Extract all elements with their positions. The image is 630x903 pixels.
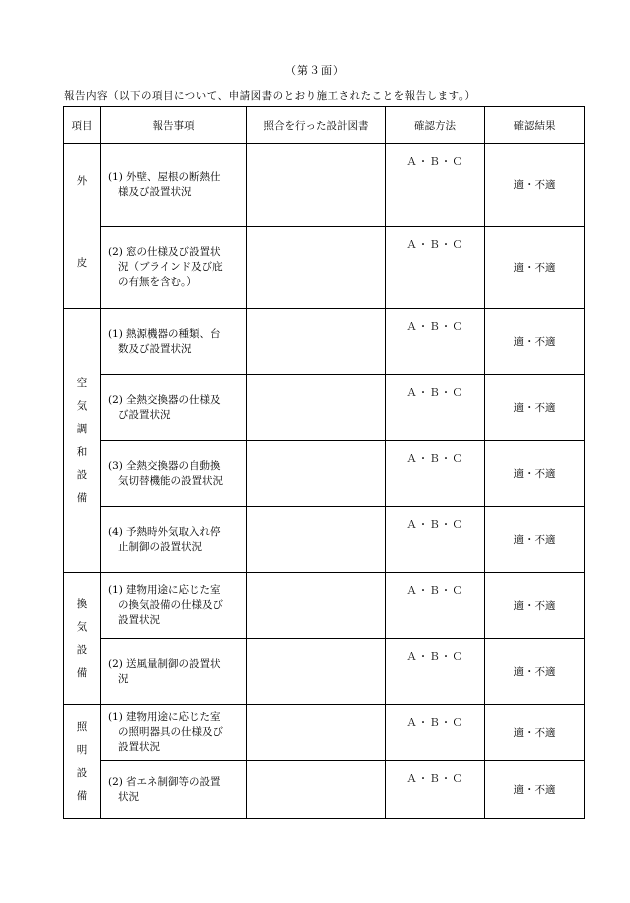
item-text-line: 止制御の設置状況 [118, 540, 202, 553]
header-method: 確認方法 [386, 107, 485, 144]
group-label-char: 外 [76, 175, 88, 187]
table-row [64, 375, 585, 441]
confirmation-method-cell: Ａ・Ｂ・Ｃ [386, 375, 485, 441]
page-number: （第３面） [285, 64, 345, 77]
group-label-char: 和 [76, 445, 88, 458]
confirmation-result-cell: 適・不適 [485, 507, 585, 573]
confirmation-result-cell: 適・不適 [485, 144, 585, 227]
item-number: (4) [108, 525, 123, 538]
confirmation-result-cell: 適・不適 [485, 441, 585, 507]
group-label-char: 設 [76, 468, 88, 481]
group-label [64, 309, 101, 573]
confirmation-result-cell: 適・不適 [485, 226, 585, 309]
group-label-char: 換 [76, 597, 88, 610]
table-row [64, 441, 585, 507]
design-drawings-cell[interactable] [247, 705, 386, 761]
item-text-line: 外壁、屋根の断熱仕 [126, 170, 221, 183]
table-row [64, 761, 585, 819]
confirmation-result-cell: 適・不適 [485, 309, 585, 375]
item-number: (1) [108, 584, 123, 596]
report-item [101, 705, 247, 761]
report-item [101, 507, 247, 573]
report-item [101, 375, 247, 441]
confirmation-result-cell: 適・不適 [485, 705, 585, 761]
item-text-line: 建物用途に応じた室 [126, 711, 221, 723]
header-item: 報告事項 [101, 107, 247, 144]
report-item [101, 761, 247, 819]
confirmation-method-cell: Ａ・Ｂ・Ｃ [386, 309, 485, 375]
design-drawings-cell[interactable] [247, 144, 386, 227]
item-text-line: の照明器具の仕様及び [118, 726, 223, 738]
report-item [101, 144, 247, 227]
group-label-char: 備 [76, 666, 88, 679]
item-text-line: 建物用途に応じた室 [126, 584, 221, 596]
report-item [101, 573, 247, 639]
group-label-char: 気 [76, 620, 88, 633]
confirmation-result-cell: 適・不適 [485, 375, 585, 441]
item-text-line: 況（ブラインド及び庇 [118, 260, 223, 273]
item-text-line: 熱源機器の種類、台 [126, 327, 221, 340]
group-label [64, 573, 101, 705]
item-text-line: の換気設備の仕様及び [118, 599, 223, 611]
item-text-line: 予熱時外気取入れ停 [126, 525, 221, 538]
table-row [64, 309, 585, 375]
group-label-char: 設 [76, 766, 88, 779]
item-text-line: 様及び設置状況 [118, 185, 192, 198]
confirmation-result-cell: 適・不適 [485, 761, 585, 819]
item-number: (1) [108, 327, 123, 340]
design-drawings-cell[interactable] [247, 507, 386, 573]
group-label-char: 調 [76, 422, 88, 435]
table-row [64, 226, 585, 309]
header-group: 項目 [64, 107, 101, 144]
group-label [64, 144, 101, 309]
item-text-line: 状況 [118, 790, 139, 803]
design-drawings-cell[interactable] [247, 375, 386, 441]
item-text-line: 全熱交換器の自動換 [126, 459, 221, 472]
item-number: (2) [108, 775, 123, 788]
item-text-line: 全熱交換器の仕様及 [126, 393, 221, 406]
table-row [64, 705, 585, 761]
group-label-char: 備 [76, 491, 88, 504]
group-label-char: 備 [76, 789, 88, 802]
table-row [64, 507, 585, 573]
item-text-line: 送風量制御の設置状 [126, 657, 221, 670]
report-item [101, 441, 247, 507]
confirmation-method-cell: Ａ・Ｂ・Ｃ [386, 226, 485, 309]
design-drawings-cell[interactable] [247, 226, 386, 309]
group-label-char: 照 [76, 720, 88, 733]
report-item [101, 309, 247, 375]
item-number: (3) [108, 459, 123, 472]
item-number: (1) [108, 711, 123, 723]
report-table [63, 106, 585, 819]
group-label-char: 空 [76, 376, 88, 389]
item-text-line: 設置状況 [118, 741, 160, 753]
confirmation-method-cell: Ａ・Ｂ・Ｃ [386, 761, 485, 819]
header-row [64, 107, 585, 144]
item-number: (2) [108, 245, 123, 258]
item-text-line: 数及び設置状況 [118, 342, 192, 355]
confirmation-method-cell: Ａ・Ｂ・Ｃ [386, 639, 485, 705]
group-label-char: 明 [76, 743, 88, 756]
table-row [64, 639, 585, 705]
item-number: (1) [108, 170, 123, 183]
design-drawings-cell[interactable] [247, 309, 386, 375]
table-row [64, 573, 585, 639]
confirmation-method-cell: Ａ・Ｂ・Ｃ [386, 507, 485, 573]
confirmation-result-cell: 適・不適 [485, 573, 585, 639]
header-drawings: 照合を行った設計図書 [247, 107, 386, 144]
report-body [64, 144, 585, 819]
item-text-line: び設置状況 [118, 408, 171, 421]
group-label [64, 705, 101, 819]
table-row [64, 144, 585, 227]
confirmation-method-cell: Ａ・Ｂ・Ｃ [386, 705, 485, 761]
design-drawings-cell[interactable] [247, 639, 386, 705]
confirmation-method-cell: Ａ・Ｂ・Ｃ [386, 144, 485, 227]
group-label-char: 皮 [76, 257, 88, 269]
item-number: (2) [108, 657, 123, 670]
confirmation-result-cell: 適・不適 [485, 639, 585, 705]
header-result: 確認結果 [485, 107, 585, 144]
confirmation-method-cell: Ａ・Ｂ・Ｃ [386, 441, 485, 507]
item-text-line: 況 [118, 672, 129, 685]
design-drawings-cell[interactable] [247, 573, 386, 639]
report-item [101, 226, 247, 309]
item-text-line: 設置状況 [118, 614, 160, 626]
item-text-line: 省エネ制御等の設置 [126, 775, 221, 788]
item-text-line: 窓の仕様及び設置状 [126, 245, 221, 258]
report-intro: 報告内容（以下の項目について、申請図書のとおり施工されたことを報告します。） [64, 90, 476, 102]
group-label-char: 気 [76, 399, 88, 412]
design-drawings-cell[interactable] [247, 761, 386, 819]
item-text-line: 気切替機能の設置状況 [118, 474, 223, 487]
confirmation-method-cell: Ａ・Ｂ・Ｃ [386, 573, 485, 639]
group-label-char: 設 [76, 643, 88, 656]
item-text-line: の有無を含む。） [118, 275, 197, 288]
design-drawings-cell[interactable] [247, 441, 386, 507]
report-item [101, 639, 247, 705]
item-number: (2) [108, 393, 123, 406]
